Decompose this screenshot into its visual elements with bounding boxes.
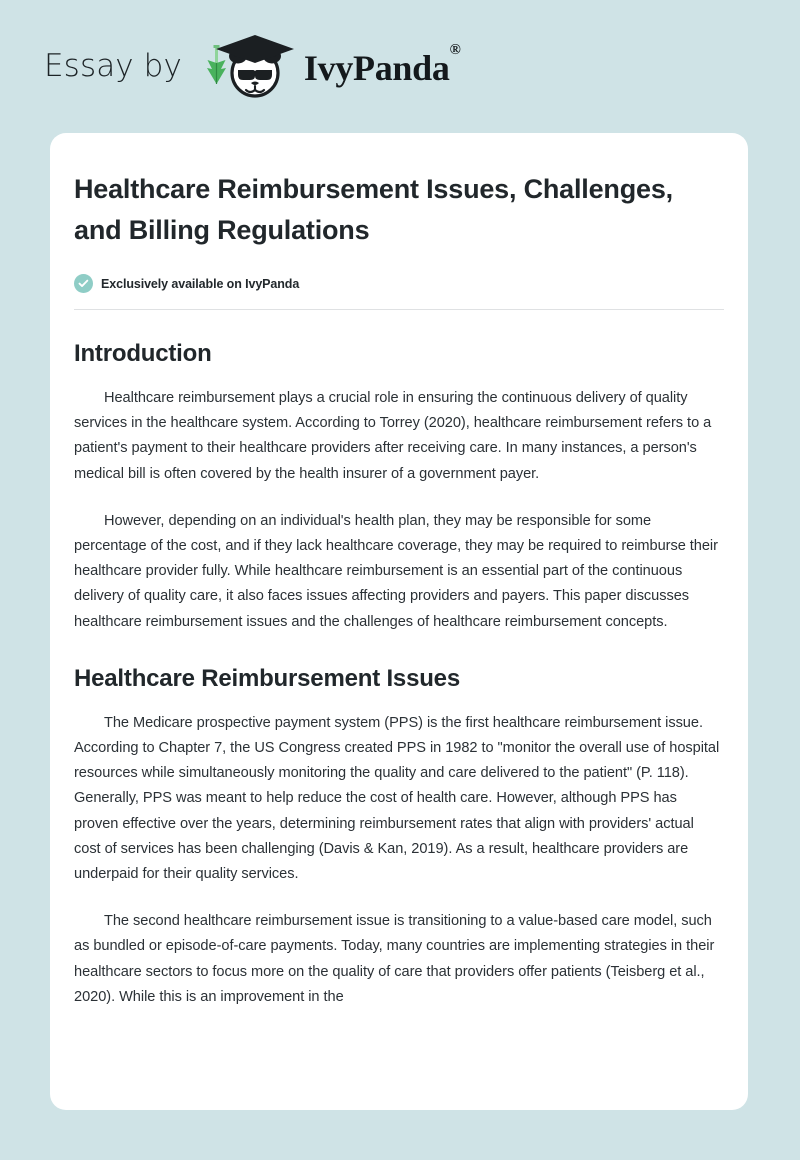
ivypanda-wordmark (303, 41, 461, 88)
brand-lockup (44, 32, 460, 102)
paragraph: The second healthcare reimbursement issue is transitioning to a value-based care model, such as bundled or episode-of-care payments. Today, many countries are implementing strategies in their healthcare sectors to focus more on the quality of care that providers offer patients (Teisberg et al., 2020). While this is an improvement in the (74, 913, 715, 1005)
essay-by-label: Essay by (44, 48, 182, 84)
section-heading-healthcare-reimbursement-issues: Healthcare Reimbursement Issues (74, 664, 460, 692)
exclusive-availability-badge (74, 274, 724, 293)
paragraph: Healthcare reimbursement plays a crucial role in ensuring the continuous delivery of quality services in the healthcare system. According to Torrey (2020), healthcare reimbursement refers to a patient's payment to their healthcare providers after receiving care. In many instances, a person's medical bill is often covered by the health insurer of a government payer. (74, 390, 712, 482)
essay-card (50, 133, 748, 1110)
section-heading-introduction: Introduction (74, 340, 212, 367)
paragraph: The Medicare prospective payment system (PPS) is the first healthcare reimbursement issue. According to Chapter 7, the US Congress created PPS in 1982 to "monitor the overall use of hospital resources while simultaneously monitoring the quality and care delivered to the patient" (P. 118). Generally, PPS was meant to help reduce the cost of health care. However, although PPS has proven effective over the years, determining reimbursement rates that align with providers' actual cost of services has been challenging (Davis & Kan, 2019). As a result, healthcare providers are underpaid for their quality services. (74, 714, 720, 883)
page-title: Healthcare Reimbursement Issues, Challenges, and Billing Regulations (74, 174, 673, 245)
registered-trademark-symbol: ® (449, 41, 461, 58)
brand-header (0, 0, 800, 133)
ivypanda-wordmark-text: IvyPanda (303, 47, 450, 88)
paragraph: However, depending on an individual's health plan, they may be responsible for some percentage of the cost, and if they lack healthcare coverage, they may be required to reimburse their healthcare provider fully. While healthcare reimbursement is an essential part of the continuous delivery of quality care, it also faces issues affecting providers and payers. This paper discusses healthcare reimbursement issues and the challenges of healthcare reimbursement concepts. (74, 512, 718, 630)
check-circle-icon (74, 274, 93, 293)
panda-graduation-cap-logo-icon (192, 32, 300, 102)
header-divider (74, 309, 724, 310)
ivypanda-logo[interactable] (192, 32, 461, 102)
exclusive-availability-label: Exclusively available on IvyPanda (101, 276, 300, 291)
